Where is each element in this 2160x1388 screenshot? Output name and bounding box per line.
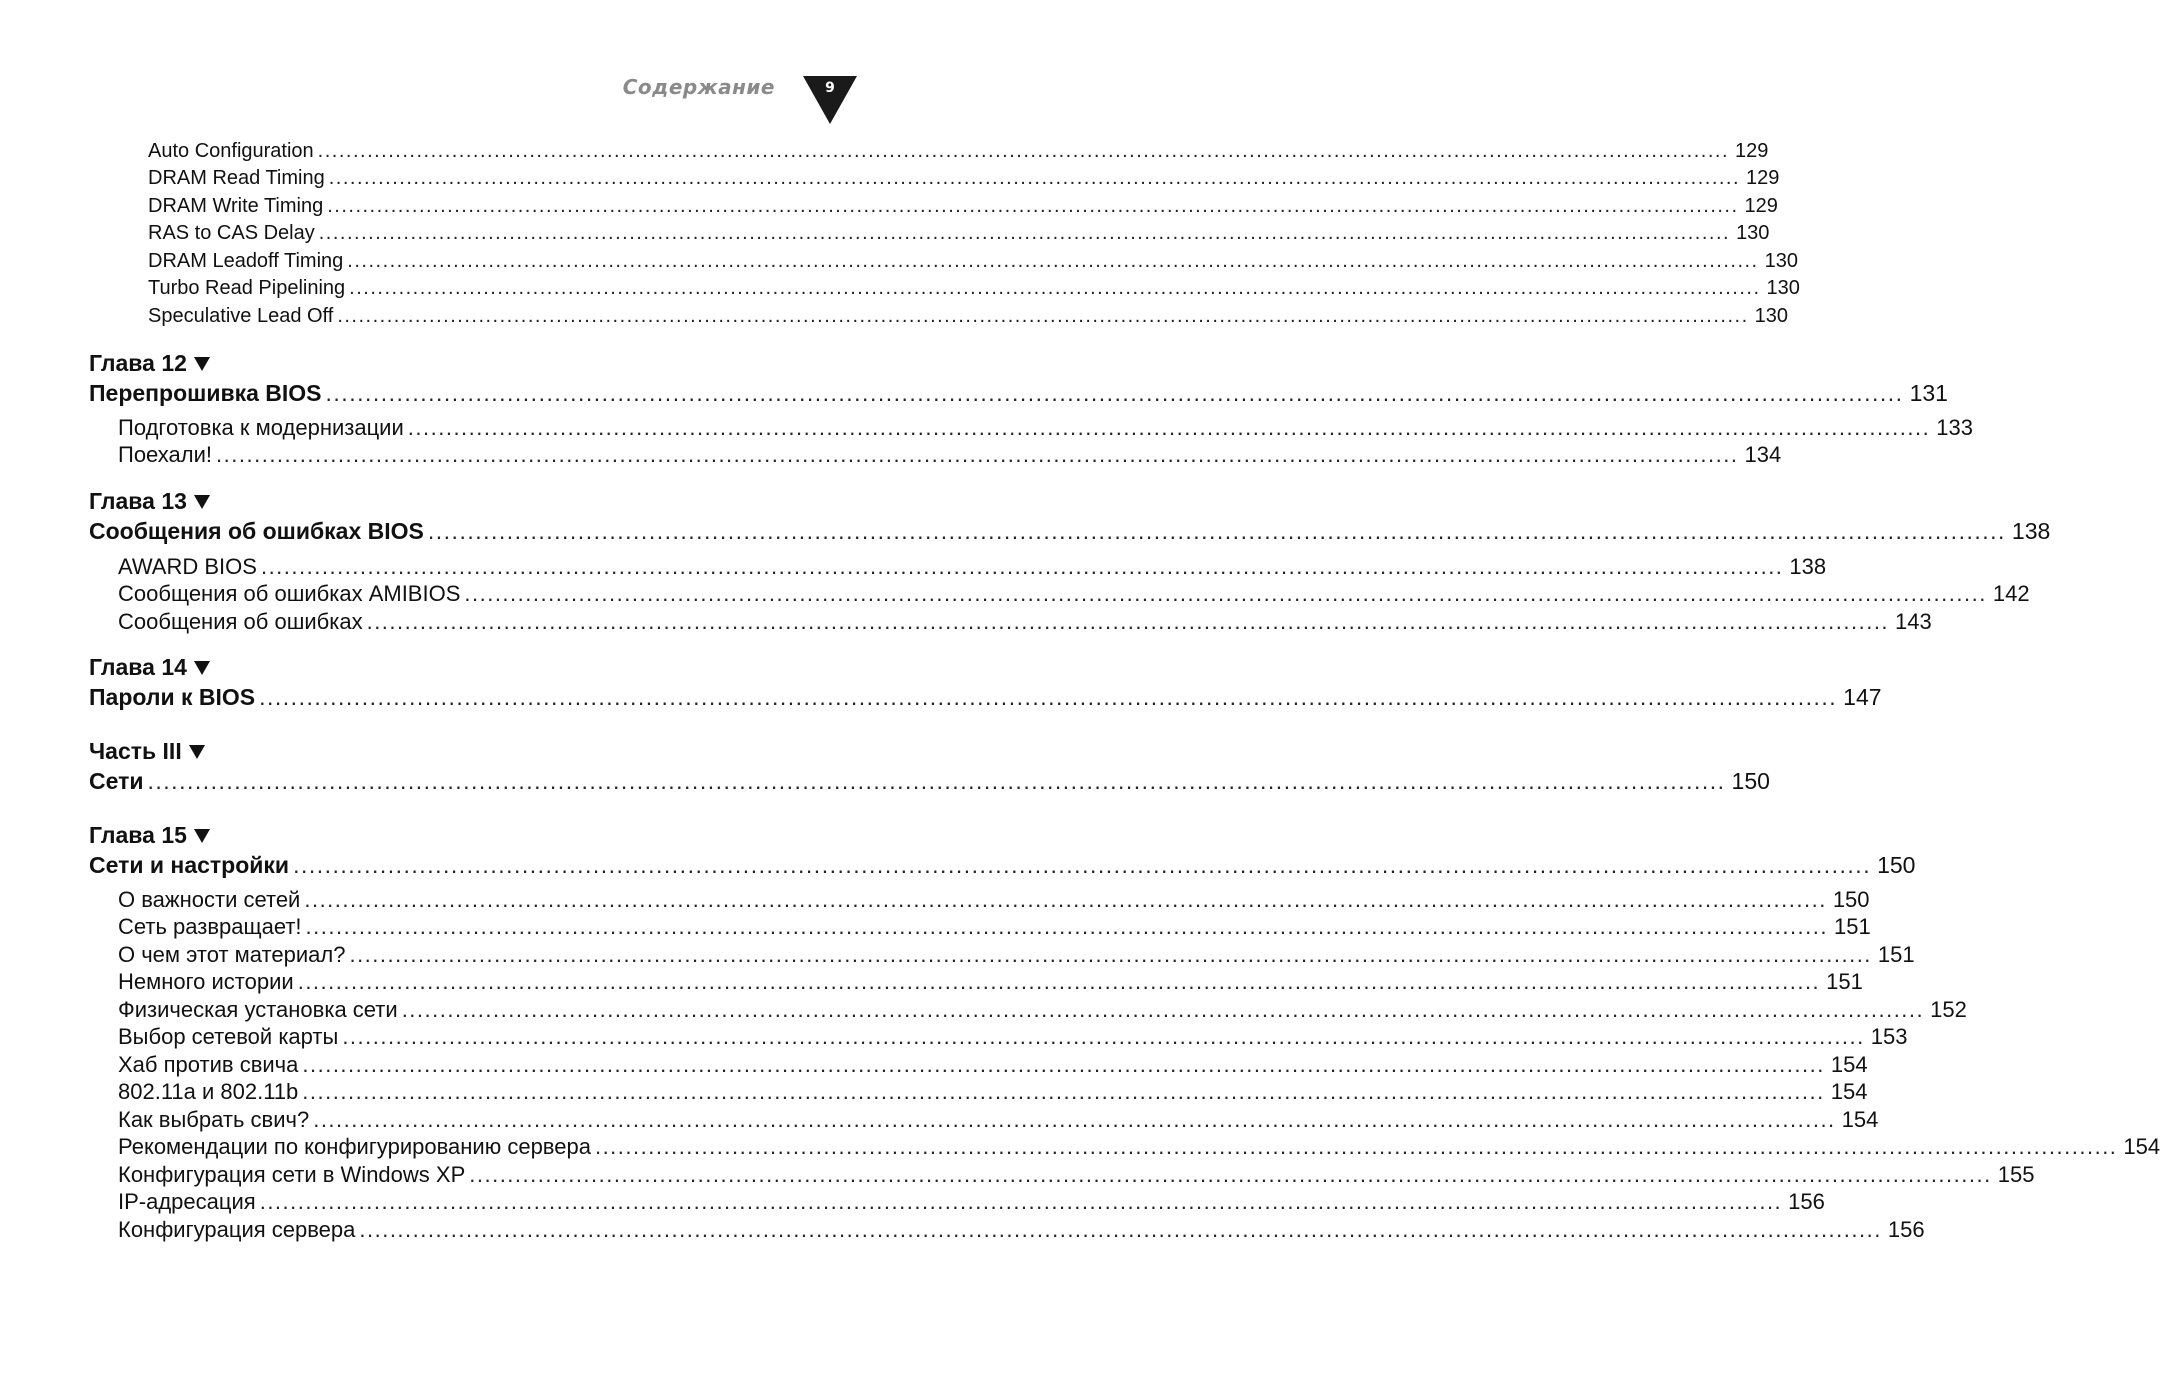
toc-entry[interactable] [118,442,1782,468]
part-title: Сети [89,768,144,794]
toc-entry-page: 151 [1834,914,1871,939]
part-page: 150 [1731,768,1770,794]
chapter-page: 131 [1909,380,1948,406]
leader-dots: ........................................................................................................................................................................................................ [317,140,1729,162]
toc-entry-page: 130 [1766,277,1800,299]
toc-entry-page: 130 [1736,222,1770,244]
leader-dots: ........................................................................................................................................................................................................ [293,852,1872,878]
leader-dots: ........................................................................................................................................................................................................ [469,1162,1992,1187]
toc-entry[interactable] [118,1189,1825,1215]
leader-dots: ........................................................................................................................................................................................................ [216,442,1739,467]
leader-dots: ........................................................................................................................................................................................................ [366,609,1890,634]
toc-entry[interactable] [118,1079,1868,1105]
toc-entry[interactable] [118,415,1973,441]
page-header [0,0,975,130]
toc-entry-page: 152 [1930,997,1967,1022]
leader-dots: ........................................................................................................................................................................................................ [318,222,1731,244]
down-triangle-icon [194,357,210,371]
part-label [89,738,205,765]
part-number: Часть III [89,738,182,764]
toc-entry-page: 151 [1877,942,1915,967]
toc-entry-page: 129 [1746,167,1780,189]
toc-entry-title: Конфигурация сервера [118,1217,356,1242]
toc-entry[interactable] [118,969,1863,995]
toc-entry-title: Рекомендации по конфигурированию сервера [118,1134,591,1159]
down-triangle-icon [189,745,205,759]
toc-entry-title: Сообщения об ошибках AMIBIOS [118,581,461,606]
chapter-number: Глава 14 [89,654,187,680]
leader-dots: ........................................................................................................................................................................................................ [347,250,1759,272]
toc-entry-page: 138 [1789,554,1827,579]
toc-entry[interactable] [148,277,1800,300]
chapter-title-entry[interactable] [89,518,2051,545]
toc-entry[interactable] [118,1134,2160,1160]
toc-entry-title: DRAM Read Timing [148,167,325,189]
toc-entry[interactable] [118,1107,1879,1133]
toc-entry-page: 156 [1788,1189,1825,1214]
leader-dots: ........................................................................................................................................................................................................ [349,942,1872,967]
toc-entry[interactable] [148,305,1789,328]
toc-entry-page: 129 [1735,140,1769,162]
toc-entry-page: 151 [1826,969,1863,994]
toc-entry-title: Сообщения об ошибках [118,609,363,634]
page-number-badge [803,76,857,124]
toc-entry-page: 155 [1997,1162,2035,1187]
leader-dots: ........................................................................................................................................................................................................ [407,415,1931,440]
leader-dots: ........................................................................................................................................................................................................ [304,887,1827,912]
leader-dots: ........................................................................................................................................................................................................ [302,1079,1825,1104]
chapter-number: Глава 13 [89,488,187,514]
toc-entry[interactable] [118,887,1870,913]
toc-entry-title: Конфигурация сети в Windows XP [118,1162,466,1187]
leader-dots: ........................................................................................................................................................................................................ [259,1189,1783,1214]
chapter-title-entry[interactable] [89,852,1916,879]
chapter-label [89,488,210,515]
toc-entry[interactable] [118,581,2030,607]
toc-entry[interactable] [148,250,1798,273]
toc-entry-page: 129 [1744,195,1778,217]
leader-dots: ........................................................................................................................................................................................................ [302,1052,1825,1077]
leader-dots: ........................................................................................................................................................................................................ [337,305,1749,327]
toc-entry-title: DRAM Write Timing [148,195,324,217]
toc-entry[interactable] [118,1024,1908,1050]
toc-entry[interactable] [118,554,1827,580]
toc-entry-title: Поехали! [118,442,213,467]
leader-dots: ........................................................................................................................................................................................................ [594,1134,2118,1159]
chapter-title: Пароли к BIOS [89,684,256,710]
toc-entry-title: О важности сетей [118,887,301,912]
toc-entry[interactable] [118,914,1871,940]
running-head-title: Содержание [622,75,775,99]
toc-entry-title: 802.11a и 802.11b [118,1079,299,1104]
toc-entry-title: Немного истории [118,969,294,994]
chapter-title-entry[interactable] [89,684,1882,711]
toc-entry-page: 143 [1895,609,1932,634]
toc-entry-page: 134 [1744,442,1782,467]
toc-entry[interactable] [118,609,1932,635]
toc-entry-page: 156 [1887,1217,1925,1242]
leader-dots: ........................................................................................................................................................................................................ [464,581,1987,606]
chapter-label [89,822,210,849]
leader-dots: ........................................................................................................................................................................................................ [342,1024,1865,1049]
toc-entry-page: 153 [1870,1024,1908,1049]
toc-entry-title: Сеть развращает! [118,914,302,939]
toc-entry[interactable] [148,222,1770,245]
toc-entry-title: Выбор сетевой карты [118,1024,339,1049]
toc-entry-title: Speculative Lead Off [148,305,334,327]
leader-dots: ........................................................................................................................................................................................................ [313,1107,1836,1132]
leader-dots: ........................................................................................................................................................................................................ [297,969,1821,994]
toc-entry-title: Auto Configuration [148,140,314,162]
toc-entry-page: 150 [1832,887,1870,912]
toc-entry[interactable] [118,1052,1868,1078]
toc-entry[interactable] [148,140,1769,163]
leader-dots: ........................................................................................................................................................................................................ [327,195,1739,217]
toc-entry[interactable] [118,997,1967,1023]
leader-dots: ........................................................................................................................................................................................................ [427,518,2006,544]
toc-entry-page: 154 [1830,1079,1868,1104]
chapter-label [89,350,210,377]
toc-entry-title: О чем этот материал? [118,942,346,967]
chapter-label [89,654,210,681]
chapter-page: 138 [2011,518,2051,544]
leader-dots: ........................................................................................................................................................................................................ [325,380,1904,406]
chapter-number: Глава 12 [89,350,187,376]
toc-entry[interactable] [118,1217,1925,1243]
toc-entry-page: 154 [1841,1107,1879,1132]
chapter-page: 150 [1877,852,1916,878]
chapter-title-entry[interactable] [89,380,1948,407]
toc-entry[interactable] [118,1162,2035,1188]
page-number: 9 [825,80,835,96]
leader-dots: ........................................................................................................................................................................................................ [260,554,1784,579]
leader-dots: ........................................................................................................................................................................................................ [349,277,1761,299]
chapter-title: Сообщения об ошибках BIOS [89,518,424,544]
leader-dots: ........................................................................................................................................................................................................ [147,768,1726,794]
chapter-title: Перепрошивка BIOS [89,380,322,406]
down-triangle-icon [194,495,210,509]
toc-entry-title: AWARD BIOS [118,554,257,579]
toc-entry[interactable] [148,167,1780,190]
down-triangle-icon [194,661,210,675]
toc-entry-page: 154 [1830,1052,1868,1077]
toc-entry-page: 133 [1936,415,1973,440]
chapter-title: Сети и настройки [89,852,290,878]
toc-entry-page: 142 [1992,581,2030,606]
toc-entry[interactable] [118,942,1915,968]
leader-dots: ........................................................................................................................................................................................................ [401,997,1925,1022]
toc-entry-title: Turbo Read Pipelining [148,277,346,299]
toc-entry-title: RAS to CAS Delay [148,222,315,244]
toc-entry-title: Как выбрать свич? [118,1107,310,1132]
toc-entry-title: IP-адресация [118,1189,256,1214]
leader-dots: ........................................................................................................................................................................................................ [259,684,1838,710]
toc-entry-page: 154 [2123,1134,2160,1159]
toc-entry-title: Физическая установка сети [118,997,398,1022]
toc-entry-title: Подготовка к модернизации [118,415,404,440]
toc-entry-title: DRAM Leadoff Timing [148,250,344,272]
part-title-entry[interactable] [89,768,1770,795]
leader-dots: ........................................................................................................................................................................................................ [359,1217,1882,1242]
toc-entry[interactable] [148,195,1778,218]
chapter-page: 147 [1843,684,1882,710]
toc-entry-page: 130 [1754,305,1789,327]
leader-dots: ........................................................................................................................................................................................................ [328,167,1741,189]
down-triangle-icon [194,829,210,843]
leader-dots: ........................................................................................................................................................................................................ [305,914,1829,939]
chapter-number: Глава 15 [89,822,187,848]
toc-entry-title: Хаб против свича [118,1052,299,1077]
toc-entry-page: 130 [1764,250,1798,272]
